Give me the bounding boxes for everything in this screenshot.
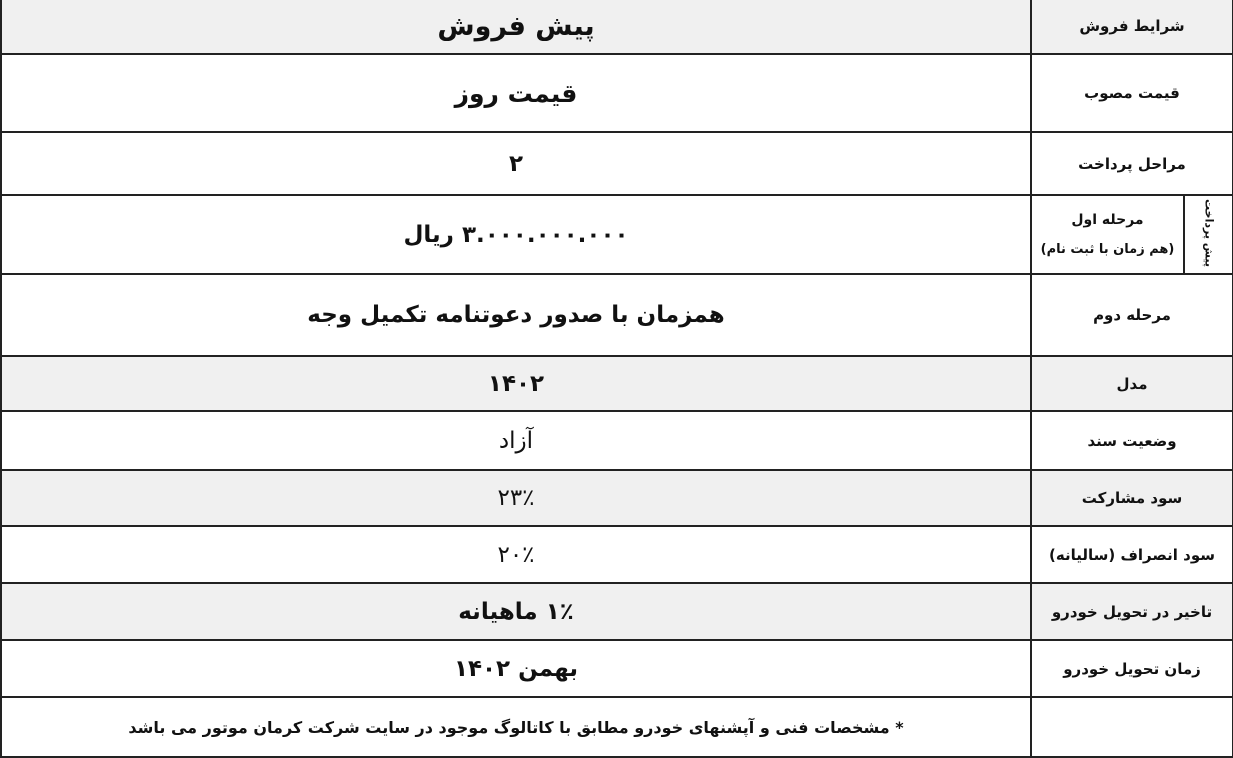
row-payment-stages [1,132,1233,195]
value-payment-stages: ۲ [1,132,1031,195]
row-delivery-time [1,640,1233,697]
value-model: ۱۴۰۲ [1,356,1031,411]
label-model: مدل [1031,356,1233,411]
value-first-stage: ۳.۰۰۰.۰۰۰.۰۰۰ ریال [1,195,1031,274]
first-stage-subtitle: (هم زمان با ثبت نام) [1040,241,1175,257]
first-stage-title: مرحله اول [1071,211,1144,228]
value-document-status: آزاد [1,411,1031,470]
label-participation-profit: سود مشارکت [1031,470,1233,526]
value-participation-profit: ۲۳٪ [1,470,1031,526]
value-approved-price: قیمت روز [1,54,1031,132]
value-delivery-delay: ۱٪ ماهیانه [1,583,1031,640]
label-second-stage: مرحله دوم [1031,274,1233,356]
label-delivery-delay: تاخیر در تحویل خودرو [1031,583,1233,640]
row-document-status [1,411,1233,470]
value-sale-condition: پیش فروش [1,0,1031,54]
row-sale-condition [1,0,1233,54]
row-model [1,356,1233,411]
label-first-stage [1031,195,1184,274]
row-delivery-delay [1,583,1233,640]
row-participation-profit [1,470,1233,526]
value-second-stage: همزمان با صدور دعوتنامه تکمیل وجه [1,274,1031,356]
footnote-text: * مشخصات فنی و آپشنهای خودرو مطابق با کاتالوگ موجود در سایت شرکت کرمان موتور می باشد [1,697,1031,757]
prepayment-group-text: پیش پرداخت [1202,198,1216,267]
label-delivery-time: زمان تحویل خودرو [1031,640,1233,697]
row-footnote [1,697,1233,757]
label-sale-condition: شرایط فروش [1031,0,1233,54]
label-document-status: وضعیت سند [1031,411,1233,470]
row-cancellation-profit [1,526,1233,583]
label-cancellation-profit: سود انصراف (سالیانه) [1031,526,1233,583]
value-cancellation-profit: ۲۰٪ [1,526,1031,583]
row-second-stage [1,274,1233,356]
row-approved-price [1,54,1233,132]
label-approved-price: قیمت مصوب [1031,54,1233,132]
row-first-stage [1,195,1233,274]
value-delivery-time: بهمن ۱۴۰۲ [1,640,1031,697]
label-prepayment-group [1184,195,1233,274]
label-payment-stages: مراحل پرداخت [1031,132,1233,195]
footnote-empty-cell [1031,697,1233,757]
